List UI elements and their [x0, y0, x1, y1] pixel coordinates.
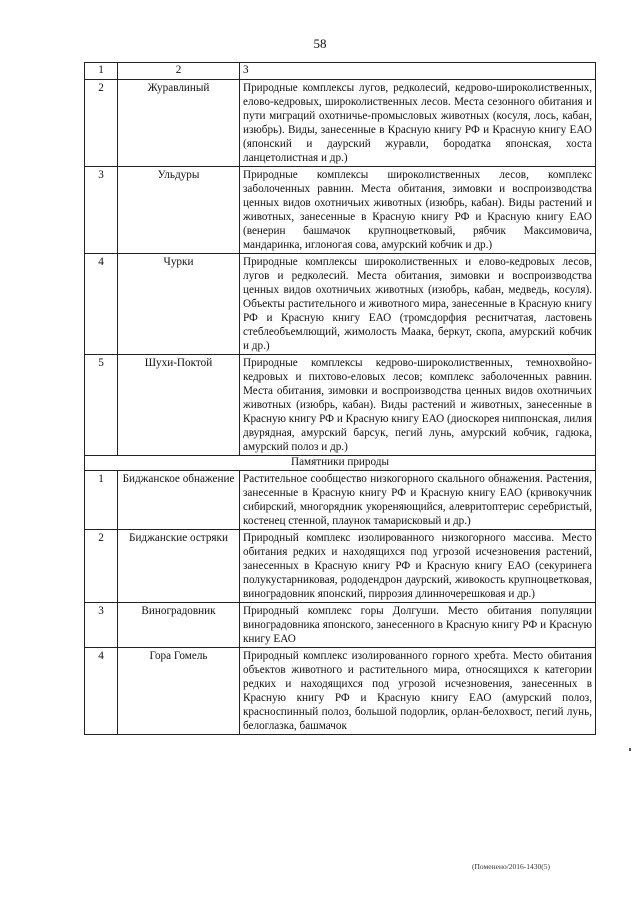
table-row	[85, 603, 596, 648]
section-heading-row	[85, 456, 596, 471]
row-description: Природный комплекс изолированного низкогорного массива. Место обитания редких и находящихся под угрозой исчезновения растений, занесенных в Красную книгу РФ и Красную книгу ЕАО (секуринега полукустарниковая, рододендрон даурский, живокость крупноцветковая, виноградовник японский, пиррозия длинночерешковая и др.)	[240, 530, 596, 603]
scan-artifact	[629, 748, 631, 751]
row-description: Природные комплексы широколиственных лесов, комплекс заболоченных равнин. Места обитания, зимовки и воспроизводства ценных видов охотничьих животных (изюбрь, кабан). Виды растений и животных, занесенные в Красную книгу РФ и Красную книгу ЕАО (венерин башмачок крупноцветковый, рябчик Максимовича, мандаринка, иглоногая сова, амурский кобчик и др.)	[240, 167, 596, 254]
row-description: Природный комплекс горы Долгуши. Место обитания популяции виноградовника японского, занесенного в Красную книгу РФ и Красную книгу ЕАО	[240, 603, 596, 648]
row-number: 1	[85, 471, 118, 530]
row-description: Природные комплексы лугов, редколесий, кедрово-широколиственных, елово-кедровых, широколиственных лесов. Места сезонного обитания и пути миграций охотничье-промысловых животных (косуля, лось, кабан, изюбрь). Виды, занесенные в Красную книгу РФ и Красную книгу ЕАО (японский и даурский журавли, бородатка японская, хоста ланцетолистная и др.)	[240, 80, 596, 167]
row-number: 3	[85, 167, 118, 254]
table-row	[85, 530, 596, 603]
row-number: 2	[85, 80, 118, 167]
footer-reference: (Поменено/2016-1430(5)	[472, 862, 551, 871]
table-header-row	[85, 63, 596, 80]
row-description: Природные комплексы кедрово-широколиственных, темнохвойно-кедровых и пихтово-еловых лесов; комплекс заболоченных равнин. Места обитания, зимовки и воспроизводства ценных видов охотничьих животных (изюбрь, кабан). Виды растений и животных, занесенные в Красную книгу РФ и Красную книгу ЕАО (диоскорея ниппонская, лилия двурядная, амурский барсук, пегий лунь, амурский кобчик, гадюка, амурский полоз и др.)	[240, 355, 596, 456]
row-name: Биджанское обнажение	[118, 471, 240, 530]
row-name: Биджанские остряки	[118, 530, 240, 603]
row-name: Чурки	[118, 254, 240, 355]
table-row	[85, 167, 596, 254]
page-number: 58	[313, 36, 327, 51]
row-description: Природные комплексы широколиственных и елово-кедровых лесов, лугов и редколесий. Места обитания, зимовки и воспроизводства ценных видов охотничьих животных (изюбрь, кабан, медведь, косуля). Объекты растительного и животного мира, занесенные в Красную книгу РФ и Красную книгу ЕАО (тромсдорфия реснитчатая, ластовень стеблеобъемлющий, жимолость Маака, беркут, скопа, амурский кобчик и др.)	[240, 254, 596, 355]
row-name: Гора Гомель	[118, 648, 240, 735]
row-number: 4	[85, 254, 118, 355]
table-row	[85, 355, 596, 456]
protected-areas-table	[84, 62, 596, 735]
table-row	[85, 471, 596, 530]
row-name: Ульдуры	[118, 167, 240, 254]
row-number: 2	[85, 530, 118, 603]
row-description: Растительное сообщество низкогорного скального обнажения. Растения, занесенные в Красную книгу РФ и Красную книгу ЕАО (кривокучник сибирский, многорядник укореняющийся, алевритоптерис серебристый, костенец стенной, плаунок тамарисковый и др.)	[240, 471, 596, 530]
table-row	[85, 254, 596, 355]
row-name: Журавлиный	[118, 80, 240, 167]
section-title: Памятники природы	[85, 456, 596, 471]
table-row	[85, 80, 596, 167]
header-col-2: 2	[118, 63, 240, 80]
header-col-1: 1	[85, 63, 118, 80]
table-row	[85, 648, 596, 735]
row-name: Виноградовник	[118, 603, 240, 648]
row-number: 5	[85, 355, 118, 456]
row-description: Природный комплекс изолированного горного хребта. Место обитания объектов животного и растительного мира, относящихся к категории редких и находящихся под угрозой исчезновения, занесенных в Красную книгу РФ и Красную книгу ЕАО (амурский полоз, красноспинный полоз, большой подорлик, орлан-белохвост, пегий лунь, белоглазка, башмачок	[240, 648, 596, 735]
row-name: Шухи-Поктой	[118, 355, 240, 456]
header-col-3: 3	[240, 63, 596, 80]
row-number: 3	[85, 603, 118, 648]
row-number: 4	[85, 648, 118, 735]
